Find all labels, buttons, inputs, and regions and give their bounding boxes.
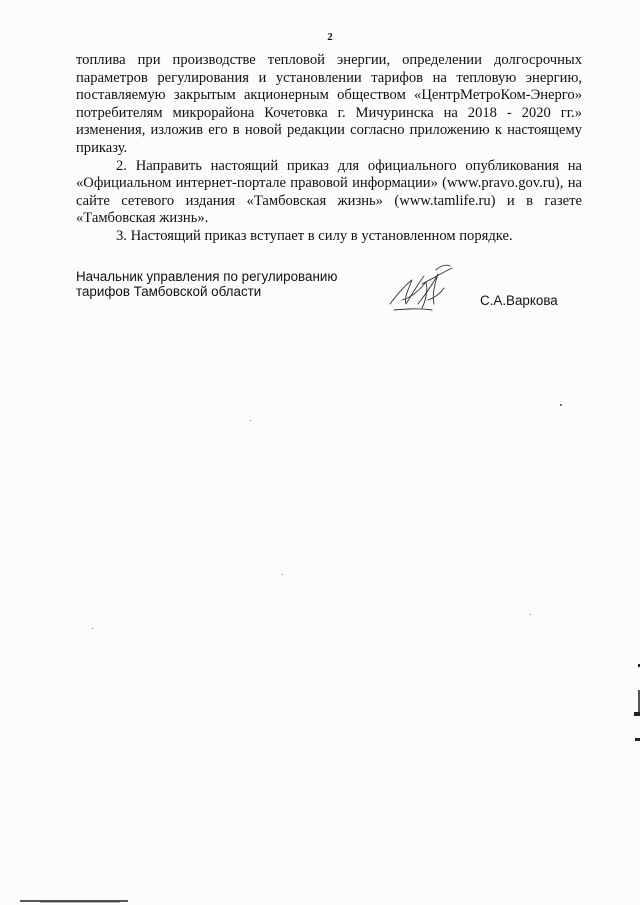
- scan-speck: [250, 420, 251, 421]
- scan-edge-mark: [635, 738, 640, 741]
- signature-block: [76, 270, 576, 320]
- paragraph-item-3: 3. Настоящий приказ вступает в силу в установленном порядке.: [116, 227, 513, 244]
- signatory-title-line-1: Начальник управления по регулированию: [76, 269, 338, 284]
- continuation-paragraph: топлива при производстве тепловой энергии, определении долгосрочных параметров регулирования и установлении тарифов на тепловую энергию, поставляемую закрытым акционерным обществом «ЦентрМетроКом-Энерго» потребителям микрорайона Кочетовка г. Мичуринска на 2018 - 2020 гг.» изменения, изложив его в новой редакции согласно приложению к настоящему приказу.: [76, 52, 582, 156]
- scan-speck: [92, 628, 93, 629]
- scan-speck: [560, 404, 562, 406]
- scan-speck: [282, 574, 283, 575]
- signatory-name: С.А.Варкова: [480, 293, 558, 308]
- signatory-title: [76, 270, 337, 299]
- paragraph-item-2: 2. Направить настоящий приказ для официального опубликования на «Официальном интернет-портале правовой информации» (www.pravo.gov.ru), на сайте сетевого издания «Тамбовская жизнь» (www.tamlife.ru) и в газете «Тамбовская жизнь».: [76, 157, 582, 227]
- signatory-title-line-2: тарифов Тамбовской области: [76, 283, 262, 299]
- document-body: [76, 52, 582, 246]
- scan-speck: [530, 614, 531, 615]
- scan-bottom-edge: [0, 899, 640, 903]
- scan-edge-mark: [634, 712, 640, 716]
- page-number: 2: [327, 31, 333, 43]
- handwritten-signature: [382, 260, 462, 320]
